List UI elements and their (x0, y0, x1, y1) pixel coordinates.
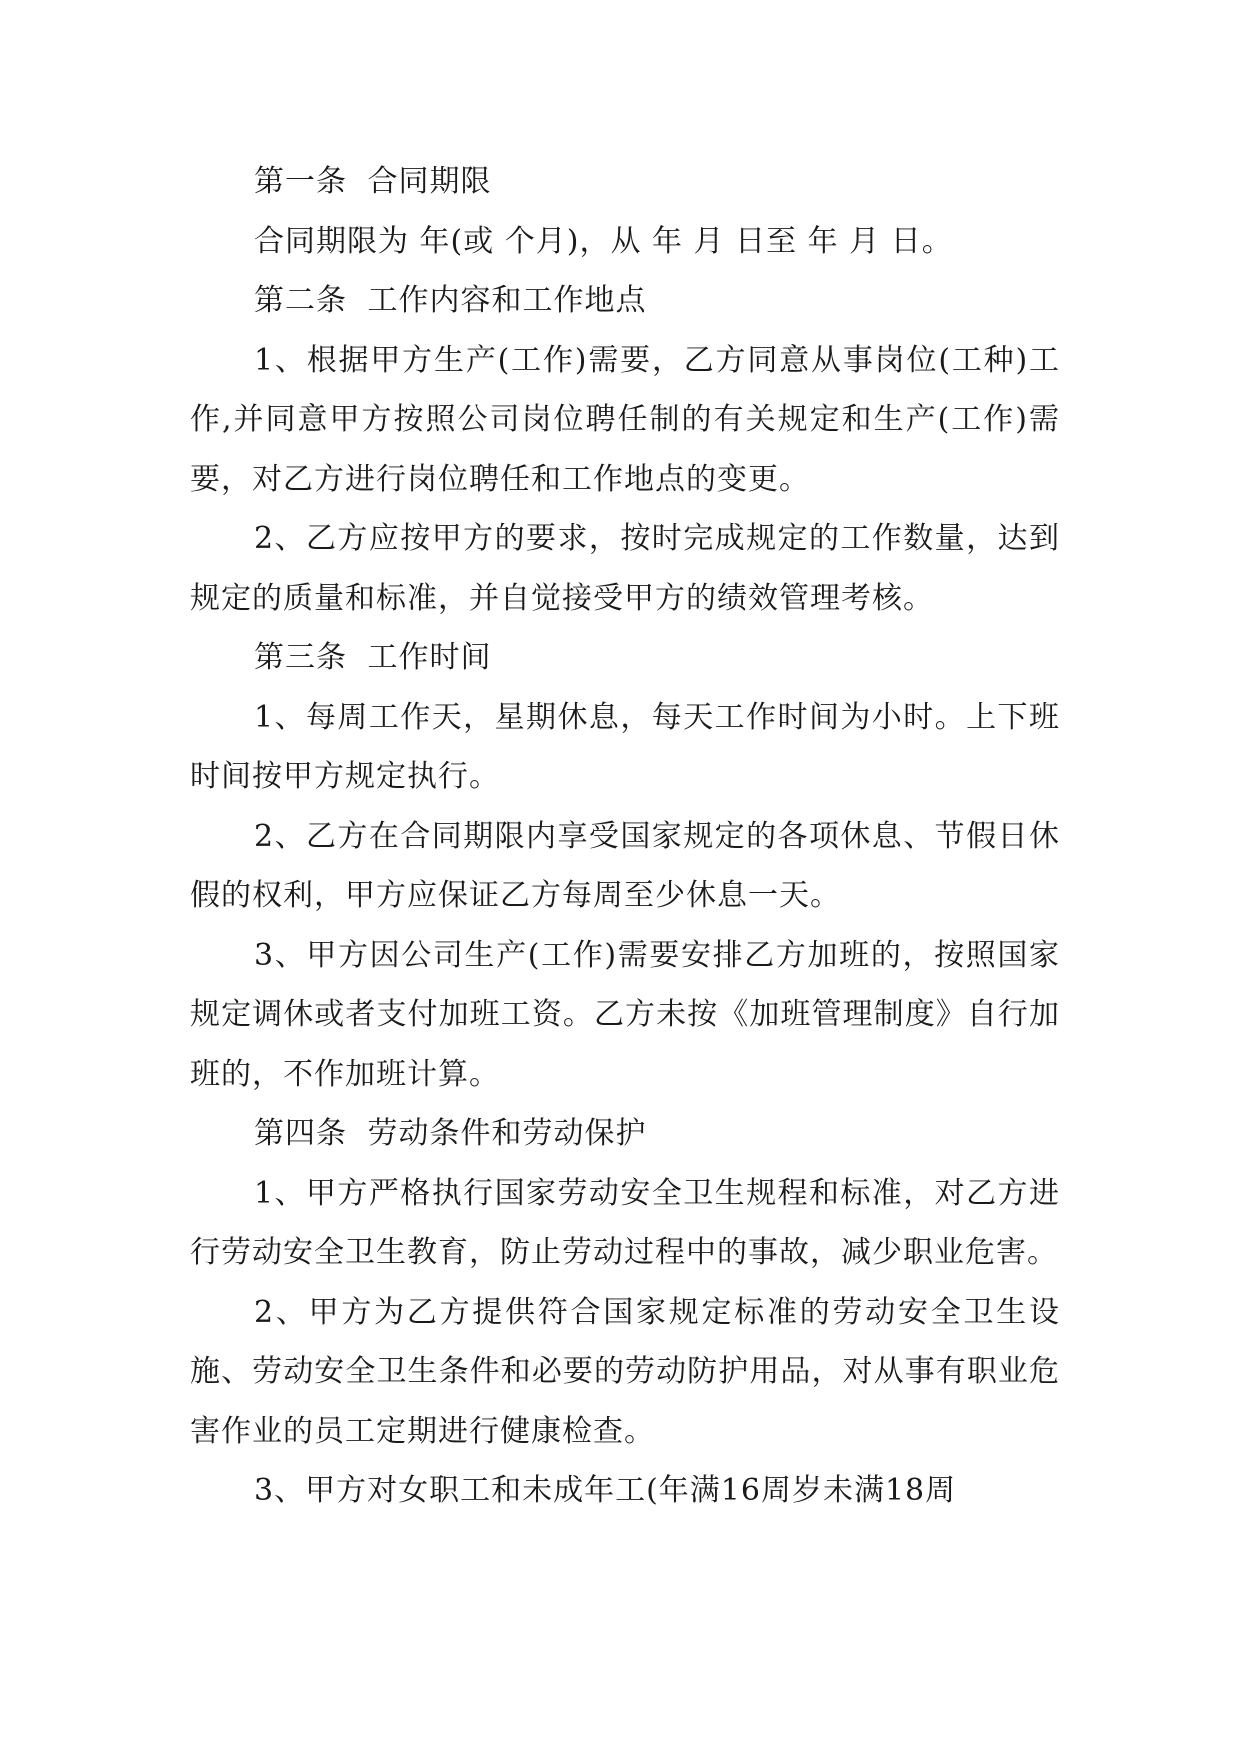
article-2-clause-1: 1、根据甲方生产(工作)需要，乙方同意从事岗位(工种)工作,并同意甲方按照公司岗位聘任制的有关规定和生产(工作)需要，对乙方进行岗位聘任和工作地点的变更。 (190, 342, 1060, 497)
article-3-clause-1: 1、每周工作天，星期休息，每天工作时间为小时。上下班时间按甲方规定执行。 (190, 699, 1060, 794)
article-3-heading: 第三条 工作时间 (254, 640, 492, 675)
article-4-heading: 第四条 劳动条件和劳动保护 (254, 1116, 647, 1151)
article-4-clause-2: 2、甲方为乙方提供符合国家规定标准的劳动安全卫生设施、劳动安全卫生条件和必要的劳动防护用品，对从事有职业危害作业的员工定期进行健康检查。 (190, 1294, 1060, 1449)
document-body (190, 152, 1060, 1521)
article-2-clause-2: 2、乙方应按甲方的要求，按时完成规定的工作数量，达到规定的质量和标准，并自觉接受甲方的绩效管理考核。 (190, 521, 1060, 616)
article-1-text: 合同期限为 年(或 个月)，从 年 月 日至 年 月 日。 (254, 223, 953, 259)
article-2-heading: 第二条 工作内容和工作地点 (254, 283, 647, 318)
article-3-clause-3: 3、甲方因公司生产(工作)需要安排乙方加班的，按照国家规定调休或者支付加班工资。乙方未按《加班管理制度》自行加班的，不作加班计算。 (190, 937, 1060, 1092)
article-4-clause-3: 3、甲方对女职工和未成年工(年满16周岁未满18周 (254, 1473, 957, 1508)
article-4-clause-1: 1、甲方严格执行国家劳动安全卫生规程和标准，对乙方进行劳动安全卫生教育，防止劳动过程中的事故，减少职业危害。 (190, 1175, 1060, 1270)
article-3-clause-2: 2、乙方在合同期限内享受国家规定的各项休息、节假日休假的权利，甲方应保证乙方每周至少休息一天。 (190, 818, 1060, 913)
article-1-heading: 第一条 合同期限 (254, 164, 492, 199)
